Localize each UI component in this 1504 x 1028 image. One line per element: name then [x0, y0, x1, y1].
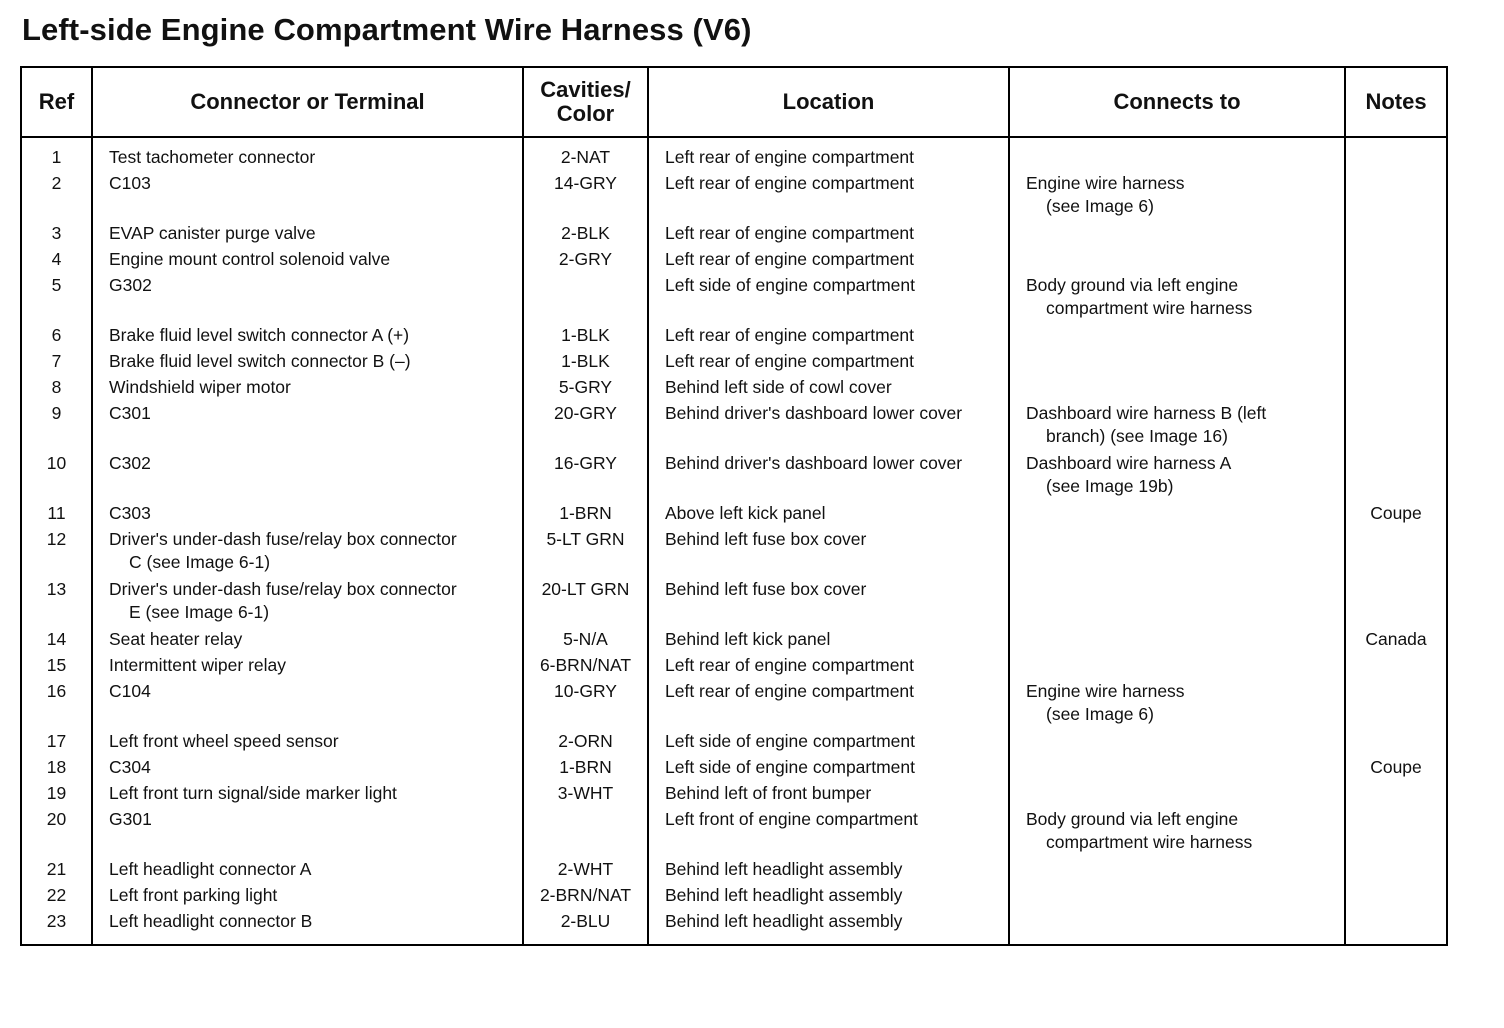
connects-to-cell [1009, 350, 1345, 376]
connector-text: Left front wheel speed sensor [109, 731, 339, 751]
location-text: Behind left headlight assembly [665, 885, 903, 905]
ref-value: 4 [51, 249, 62, 269]
cavities-value: 2-NAT [560, 147, 611, 167]
connector-text: Left headlight connector B [109, 911, 313, 931]
location-cell [648, 808, 1009, 858]
notes-cell [1345, 910, 1447, 945]
connects-to-text: Body ground via left engine [1026, 809, 1239, 829]
connects-to-text: (see Image 6) [1046, 704, 1154, 724]
location-cell [648, 137, 1009, 172]
notes-cell [1345, 578, 1447, 628]
connects-to-cell [1009, 910, 1345, 945]
cavities-value: 1-BRN [559, 503, 612, 523]
ref-value: 7 [51, 351, 62, 371]
ref-cell [21, 654, 92, 680]
table-row [21, 910, 1447, 945]
connector-cell [92, 578, 523, 628]
connector-cell [92, 350, 523, 376]
connects-to-cell [1009, 248, 1345, 274]
location-text: Left rear of engine compartment [665, 351, 915, 371]
ref-value: 19 [46, 783, 67, 803]
connector-cell [92, 528, 523, 578]
connects-to-text: Dashboard wire harness B (left [1026, 403, 1267, 423]
notes-cell [1345, 248, 1447, 274]
location-text: Behind left of front bumper [665, 783, 872, 803]
table-row [21, 782, 1447, 808]
header-connects-to: Connects to [1009, 67, 1345, 137]
cavities-cell [523, 222, 648, 248]
connects-to-cell [1009, 222, 1345, 248]
table-row [21, 402, 1447, 452]
connects-to-cell [1009, 782, 1345, 808]
notes-cell [1345, 452, 1447, 502]
cavities-cell [523, 324, 648, 350]
ref-cell [21, 324, 92, 350]
notes-cell [1345, 756, 1447, 782]
location-cell [648, 730, 1009, 756]
ref-cell [21, 376, 92, 402]
connector-text: C302 [109, 453, 151, 473]
connector-text: C (see Image 6-1) [129, 552, 271, 572]
location-text: Left side of engine compartment [665, 757, 916, 777]
cavities-cell [523, 137, 648, 172]
connector-text: Test tachometer connector [109, 147, 316, 167]
notes-cell [1345, 137, 1447, 172]
ref-cell [21, 502, 92, 528]
cavities-cell [523, 274, 648, 324]
ref-value: 13 [46, 579, 67, 599]
ref-value: 14 [46, 629, 67, 649]
notes-cell [1345, 730, 1447, 756]
ref-value: 12 [46, 529, 67, 549]
location-text: Behind left kick panel [665, 629, 831, 649]
connector-text: Brake fluid level switch connector B (–) [109, 351, 411, 371]
table-row [21, 654, 1447, 680]
table-row [21, 350, 1447, 376]
header-row [21, 67, 1447, 137]
connects-to-cell [1009, 730, 1345, 756]
ref-value: 16 [46, 681, 67, 701]
connector-cell [92, 452, 523, 502]
connects-to-cell [1009, 324, 1345, 350]
connector-cell [92, 680, 523, 730]
location-text: Left rear of engine compartment [665, 249, 915, 269]
connects-to-cell [1009, 402, 1345, 452]
location-text: Behind driver's dashboard lower cover [665, 453, 963, 473]
location-cell [648, 376, 1009, 402]
connector-cell [92, 782, 523, 808]
ref-cell [21, 680, 92, 730]
notes-cell [1345, 884, 1447, 910]
page-title: Left-side Engine Compartment Wire Harness (V6) [22, 12, 752, 47]
connector-text: Seat heater relay [109, 629, 243, 649]
connects-to-cell [1009, 452, 1345, 502]
location-text: Behind left fuse box cover [665, 579, 867, 599]
connects-to-text: Dashboard wire harness A [1026, 453, 1232, 473]
notes-cell [1345, 528, 1447, 578]
header-notes: Notes [1345, 67, 1447, 137]
header-cavities-line1: Cavities/ [540, 77, 631, 102]
connects-to-text: (see Image 19b) [1046, 476, 1174, 496]
ref-cell [21, 756, 92, 782]
connector-cell [92, 910, 523, 945]
ref-cell [21, 222, 92, 248]
location-text: Left rear of engine compartment [665, 147, 915, 167]
table-row [21, 884, 1447, 910]
ref-value: 9 [51, 403, 62, 423]
connector-cell [92, 628, 523, 654]
connector-text: G301 [109, 809, 152, 829]
location-cell [648, 528, 1009, 578]
header-ref: Ref [21, 67, 92, 137]
connects-to-cell [1009, 376, 1345, 402]
location-cell [648, 578, 1009, 628]
location-cell [648, 350, 1009, 376]
connector-text: C301 [109, 403, 151, 423]
connector-cell [92, 502, 523, 528]
ref-value: 15 [46, 655, 67, 675]
cavities-value: 6-BRN/NAT [539, 655, 632, 675]
ref-cell [21, 350, 92, 376]
cavities-cell [523, 402, 648, 452]
connects-to-text: compartment wire harness [1046, 298, 1253, 318]
table-row [21, 808, 1447, 858]
notes-value: Canada [1365, 629, 1427, 649]
cavities-value: 3-WHT [557, 783, 614, 803]
header-cavities-line2: Color [556, 101, 615, 126]
connector-text: E (see Image 6-1) [129, 602, 270, 622]
header-location: Location [648, 67, 1009, 137]
ref-cell [21, 808, 92, 858]
table-body [21, 137, 1447, 945]
connects-to-text: compartment wire harness [1046, 832, 1253, 852]
ref-value: 1 [51, 147, 62, 167]
connector-cell [92, 884, 523, 910]
cavities-cell [523, 350, 648, 376]
ref-value: 5 [51, 275, 62, 295]
cavities-value: 2-BLU [560, 911, 611, 931]
connects-to-text: Engine wire harness [1026, 681, 1185, 701]
connector-text: C303 [109, 503, 151, 523]
cavities-value: 14-GRY [554, 173, 617, 193]
ref-cell [21, 274, 92, 324]
location-cell [648, 402, 1009, 452]
location-cell [648, 502, 1009, 528]
cavities-cell [523, 730, 648, 756]
cavities-value: 1-BRN [559, 757, 612, 777]
location-cell [648, 858, 1009, 884]
location-text: Behind driver's dashboard lower cover [665, 403, 963, 423]
connector-text: Brake fluid level switch connector A (+) [109, 325, 410, 345]
location-text: Left rear of engine compartment [665, 223, 915, 243]
ref-value: 20 [46, 809, 67, 829]
notes-cell [1345, 376, 1447, 402]
connects-to-text: Engine wire harness [1026, 173, 1185, 193]
cavities-value: 1-BLK [561, 325, 610, 345]
cavities-value: 20-LT GRN [541, 579, 630, 599]
table-row [21, 680, 1447, 730]
cavities-cell [523, 858, 648, 884]
connector-cell [92, 808, 523, 858]
location-cell [648, 782, 1009, 808]
cavities-cell [523, 654, 648, 680]
cavities-cell [523, 756, 648, 782]
ref-cell [21, 858, 92, 884]
ref-value: 10 [46, 453, 67, 473]
ref-value: 6 [51, 325, 62, 345]
connector-text: EVAP canister purge valve [109, 223, 316, 243]
cavities-value: 5-N/A [563, 629, 608, 649]
ref-cell [21, 402, 92, 452]
ref-value: 2 [51, 173, 62, 193]
connects-to-cell [1009, 858, 1345, 884]
table-row [21, 628, 1447, 654]
cavities-value: 1-BLK [561, 351, 610, 371]
connector-text: C104 [109, 681, 151, 701]
cavities-cell [523, 884, 648, 910]
notes-cell [1345, 502, 1447, 528]
connector-cell [92, 402, 523, 452]
connector-cell [92, 376, 523, 402]
notes-cell [1345, 324, 1447, 350]
connects-to-cell [1009, 654, 1345, 680]
connects-to-cell [1009, 274, 1345, 324]
ref-value: 18 [46, 757, 67, 777]
ref-cell [21, 248, 92, 274]
ref-cell [21, 452, 92, 502]
ref-cell [21, 782, 92, 808]
cavities-cell [523, 680, 648, 730]
ref-value: 21 [46, 859, 67, 879]
ref-cell [21, 730, 92, 756]
location-cell [648, 222, 1009, 248]
connects-to-cell [1009, 628, 1345, 654]
location-cell [648, 248, 1009, 274]
location-text: Behind left headlight assembly [665, 859, 903, 879]
notes-cell [1345, 222, 1447, 248]
cavities-value: 2-GRY [558, 249, 613, 269]
table-row [21, 137, 1447, 172]
table-row [21, 756, 1447, 782]
connects-to-cell [1009, 502, 1345, 528]
connector-cell [92, 222, 523, 248]
location-cell [648, 680, 1009, 730]
table-row [21, 222, 1447, 248]
notes-cell [1345, 680, 1447, 730]
header-cavities [523, 67, 648, 137]
cavities-cell [523, 502, 648, 528]
table-row [21, 578, 1447, 628]
ref-cell [21, 528, 92, 578]
ref-cell [21, 910, 92, 945]
connects-to-text: branch) (see Image 16) [1046, 426, 1228, 446]
notes-cell [1345, 782, 1447, 808]
location-text: Left rear of engine compartment [665, 325, 915, 345]
location-cell [648, 756, 1009, 782]
table-row [21, 274, 1447, 324]
header-connector: Connector or Terminal [92, 67, 523, 137]
cavities-cell [523, 452, 648, 502]
connects-to-cell [1009, 884, 1345, 910]
location-cell [648, 628, 1009, 654]
location-cell [648, 910, 1009, 945]
notes-cell [1345, 628, 1447, 654]
notes-cell [1345, 274, 1447, 324]
connector-text: C103 [109, 173, 151, 193]
cavities-value: 10-GRY [554, 681, 617, 701]
cavities-cell [523, 628, 648, 654]
table-row [21, 324, 1447, 350]
connector-text: Left front turn signal/side marker light [109, 783, 397, 803]
connector-text: Windshield wiper motor [109, 377, 291, 397]
harness-table [20, 66, 1448, 946]
notes-cell [1345, 808, 1447, 858]
location-text: Left rear of engine compartment [665, 681, 915, 701]
connector-text: Intermittent wiper relay [109, 655, 287, 675]
connects-to-cell [1009, 808, 1345, 858]
location-text: Left side of engine compartment [665, 275, 916, 295]
cavities-value: 5-LT GRN [546, 529, 625, 549]
connector-cell [92, 730, 523, 756]
cavities-cell [523, 172, 648, 222]
connector-cell [92, 324, 523, 350]
ref-value: 17 [46, 731, 67, 751]
cavities-value: 2-ORN [558, 731, 613, 751]
notes-value: Coupe [1370, 503, 1422, 523]
cavities-value: 16-GRY [554, 453, 617, 473]
connects-to-text: (see Image 6) [1046, 196, 1154, 216]
notes-cell [1345, 350, 1447, 376]
location-text: Above left kick panel [665, 503, 826, 523]
connector-cell [92, 137, 523, 172]
table-row [21, 248, 1447, 274]
table-row [21, 730, 1447, 756]
table-row [21, 528, 1447, 578]
cavities-cell [523, 808, 648, 858]
cavities-value: 5-GRY [558, 377, 613, 397]
table-row [21, 452, 1447, 502]
table-row [21, 858, 1447, 884]
connector-text: Driver's under-dash fuse/relay box connector [109, 529, 457, 549]
notes-cell [1345, 858, 1447, 884]
cavities-cell [523, 248, 648, 274]
ref-value: 23 [46, 911, 67, 931]
cavities-cell [523, 782, 648, 808]
connector-cell [92, 172, 523, 222]
cavities-value: 2-BLK [561, 223, 610, 243]
cavities-cell [523, 910, 648, 945]
cavities-cell [523, 376, 648, 402]
location-text: Left rear of engine compartment [665, 173, 915, 193]
connects-to-cell [1009, 137, 1345, 172]
ref-cell [21, 578, 92, 628]
location-cell [648, 654, 1009, 680]
notes-cell [1345, 402, 1447, 452]
cavities-value: 20-GRY [554, 403, 617, 423]
connector-text: Left front parking light [109, 885, 278, 905]
connects-to-cell [1009, 756, 1345, 782]
location-text: Behind left headlight assembly [665, 911, 903, 931]
location-cell [648, 452, 1009, 502]
location-cell [648, 324, 1009, 350]
table-row [21, 172, 1447, 222]
connector-cell [92, 858, 523, 884]
ref-value: 8 [51, 377, 62, 397]
location-text: Behind left fuse box cover [665, 529, 867, 549]
ref-value: 3 [51, 223, 62, 243]
cavities-cell [523, 528, 648, 578]
connector-text: Left headlight connector A [109, 859, 312, 879]
notes-cell [1345, 654, 1447, 680]
connector-cell [92, 654, 523, 680]
connector-cell [92, 248, 523, 274]
cavities-value: 2-BRN/NAT [539, 885, 632, 905]
table-row [21, 376, 1447, 402]
ref-cell [21, 628, 92, 654]
table-row [21, 502, 1447, 528]
connector-cell [92, 756, 523, 782]
ref-cell [21, 172, 92, 222]
connector-text: C304 [109, 757, 151, 777]
connector-text: Driver's under-dash fuse/relay box connector [109, 579, 457, 599]
ref-value: 22 [46, 885, 67, 905]
connects-to-cell [1009, 172, 1345, 222]
location-text: Left front of engine compartment [665, 809, 918, 829]
connects-to-cell [1009, 578, 1345, 628]
cavities-cell [523, 578, 648, 628]
ref-value: 11 [47, 503, 66, 523]
connects-to-cell [1009, 528, 1345, 578]
connects-to-text: Body ground via left engine [1026, 275, 1239, 295]
cavities-value: 2-WHT [557, 859, 614, 879]
connector-text: G302 [109, 275, 152, 295]
connector-text: Engine mount control solenoid valve [109, 249, 391, 269]
location-text: Behind left side of cowl cover [665, 377, 892, 397]
connects-to-cell [1009, 680, 1345, 730]
connector-cell [92, 274, 523, 324]
location-text: Left rear of engine compartment [665, 655, 915, 675]
location-text: Left side of engine compartment [665, 731, 916, 751]
location-cell [648, 172, 1009, 222]
notes-value: Coupe [1370, 757, 1422, 777]
ref-cell [21, 884, 92, 910]
location-cell [648, 274, 1009, 324]
ref-cell [21, 137, 92, 172]
location-cell [648, 884, 1009, 910]
notes-cell [1345, 172, 1447, 222]
